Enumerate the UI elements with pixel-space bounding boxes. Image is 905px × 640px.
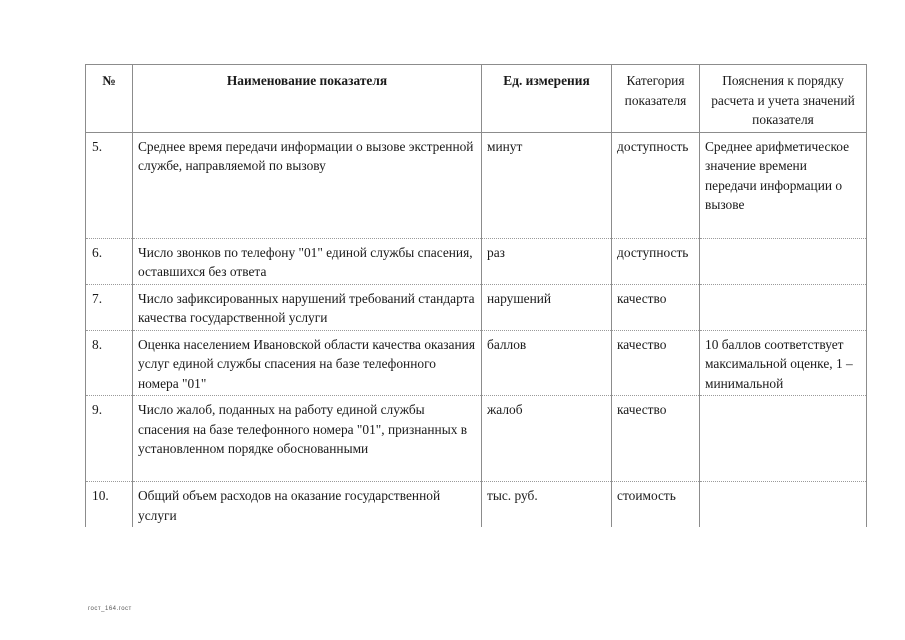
row-num: 5. (86, 132, 133, 238)
row-name: Число жалоб, поданных на работу единой службы спасения на базе телефонного номера "01", признанных в установленном порядке обоснованными (133, 396, 482, 482)
table-row (86, 330, 867, 396)
row-unit: нарушений (482, 284, 612, 330)
footer-document-code: гост_164.гост (88, 606, 132, 612)
row-notes (700, 284, 867, 330)
table-row (86, 132, 867, 238)
table-row (86, 396, 867, 482)
row-name: Общий объем расходов на оказание государственной услуги (133, 482, 482, 528)
row-num: 6. (86, 238, 133, 284)
row-name: Число зафиксированных нарушений требований стандарта качества государственной услуги (133, 284, 482, 330)
header-unit: Ед. измерения (482, 65, 612, 133)
table-row (86, 238, 867, 284)
row-notes: 10 баллов соответствует максимальной оценке, 1 – минимальной (700, 330, 867, 396)
row-category: стоимость (612, 482, 700, 528)
row-name: Оценка населением Ивановской области качества оказания услуг единой службы спасения на базе телефонного номера "01" (133, 330, 482, 396)
row-num: 9. (86, 396, 133, 482)
header-num: № (86, 65, 133, 133)
row-unit: раз (482, 238, 612, 284)
row-category: доступность (612, 132, 700, 238)
row-notes (700, 396, 867, 482)
header-notes: Пояснения к порядку расчета и учета значений показателя (700, 65, 867, 133)
indicators-table (85, 64, 867, 527)
row-notes (700, 482, 867, 528)
row-category: качество (612, 284, 700, 330)
header-name: Наименование показателя (133, 65, 482, 133)
table-row (86, 482, 867, 528)
row-unit: жалоб (482, 396, 612, 482)
row-category: качество (612, 396, 700, 482)
row-category: качество (612, 330, 700, 396)
row-num: 7. (86, 284, 133, 330)
row-notes (700, 238, 867, 284)
row-unit: минут (482, 132, 612, 238)
row-num: 8. (86, 330, 133, 396)
row-category: доступность (612, 238, 700, 284)
row-name: Число звонков по телефону "01" единой службы спасения, оставшихся без ответа (133, 238, 482, 284)
row-num: 10. (86, 482, 133, 528)
table-header-row (86, 65, 867, 133)
row-notes: Среднее арифметическое значение времени передачи информации о вызове (700, 132, 867, 238)
row-unit: тыс. руб. (482, 482, 612, 528)
header-category: Категория показателя (612, 65, 700, 133)
row-name: Среднее время передачи информации о вызове экстренной службе, направляемой по вызову (133, 132, 482, 238)
table-row (86, 284, 867, 330)
row-unit: баллов (482, 330, 612, 396)
